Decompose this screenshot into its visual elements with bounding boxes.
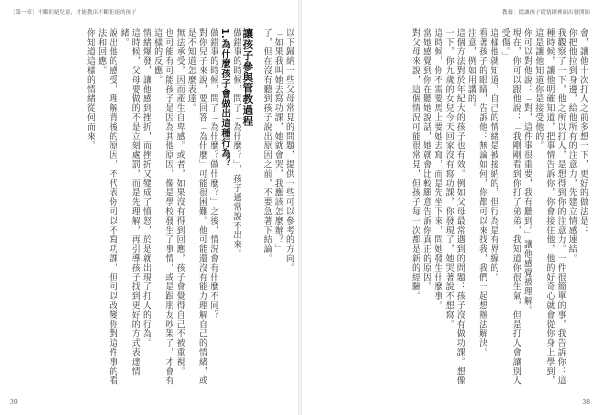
paragraph: 這時候，你不需要馬上要她去寫，而是先坐下來，問她發生什麼事。 xyxy=(432,28,443,310)
left-running-header: 〔第一章〕不斷拒絕兒童，才能教出不斷拒絕的孩子 xyxy=(10,10,137,16)
paragraph: 當她感覺到你在聽她說話，她就會比較願意告訴你真正的原因。 xyxy=(421,28,432,292)
paragraph: 也可能有可能孩子是因為其他原因，像是學校發生了事情，或是跟朋友吵架了，才會有這樣的反應。 xyxy=(152,28,174,386)
right-page-number: 38 xyxy=(582,399,590,406)
section-heading: 讓孩子參與管教過程 xyxy=(241,28,254,127)
paragraph: 你把他拉到身邊，給他所有的注意力，先建立情感連結。 xyxy=(566,28,577,263)
right-running-header: 教養：從讓孩子從情緒裡面出發開始 xyxy=(501,10,590,16)
paragraph: 看著孩子的眼睛，告訴他：無論如何，你都可以來找我，我們一起想辦法解決。 xyxy=(477,28,488,357)
paragraph: 對你兒子來說，要回答「為什麼」可能很困難。他可能還沒有能力理解自己的情緒，或是不知道怎麼表達。 xyxy=(185,28,207,386)
book-gutter xyxy=(298,0,302,415)
paragraph: 無法承受，因而產生自卑感。或者，如果沒有得到回應，孩子會覺得自己不被重視。 xyxy=(174,28,185,376)
paragraph: 對父母來說，這個情況可能很常見，但孩子每一次都是新的經驗。 xyxy=(409,28,420,301)
paragraph: 做錯事的時候，問了「為什麼？做什麼？」之後，情況會有什麼不同？ xyxy=(208,28,219,320)
paragraph: 注意，例如用講的。 xyxy=(465,28,476,113)
paragraph: 以下歸納一些父母常見的問題，提供一些可以參考的方向。 xyxy=(284,28,294,273)
paragraph: 這時候，父母要做的不是立刻處罰，而是先理解，再引導孩子找到更好的方式表達情緒。 xyxy=(118,28,140,376)
sub-heading: 1.為什麼孩子會做出這種行為？ xyxy=(219,28,231,168)
left-page-number: 39 xyxy=(10,399,18,406)
paragraph: 你可以對他說：「對，這件事很重要，我有聽到。」讓他感覺被理解。 xyxy=(521,28,532,315)
spacer xyxy=(253,28,260,388)
paragraph: 現在，你可以跟他說：「我剛剛看到你打了弟弟，我知道你很生氣，但是打人會讓別人受傷。」 xyxy=(499,28,521,386)
paragraph: 情緒爆發，讓他感到挫折，而挫折又變成了憤怒，於是就出現了打人的行為。 xyxy=(140,28,151,348)
paragraph: 這個方法對於年紀大的孩子也有效。例如父母最常遇到的問題：孩子沒有做功課。想像一下，你九歲的女兒今天回家沒有寫功課，你發現了，她哭著說不想寫。 xyxy=(443,28,465,386)
paragraph: 了，但在沒有聽到孩子說出原因之前，不要急著下結論。 xyxy=(261,28,272,263)
paragraph: 這樣他就知道，自己的情緒是被接納的，但行為是有界線的。 xyxy=(488,28,499,282)
paragraph: 做錯事的時候，問了「為什麼？」，孩子通常說不出來。 xyxy=(231,28,242,259)
paragraph: 會，讓他十次打人之前多想一下，更好的做法是： xyxy=(578,28,588,235)
paragraph: 「如果我叫她去寫功課，她就會哭，我應該怎麼辦？」 xyxy=(272,28,283,254)
left-page-body xyxy=(14,28,294,388)
right-page-body xyxy=(306,28,588,388)
paragraph: 說出他的感受，理解背後的原因，不代表你可以不寫功課，但可以改變你對這件事的看法和回應。 xyxy=(96,28,118,386)
paragraph: 我觀察了一下，他之所以打人，是想得到你的注意力。一件很簡單的事，我告訴你：這種時候，讓他明確知道，把事情告訴你，你會接住他，他的好奇心就會從你身上學到，這是讓他知道你是接受他的。 xyxy=(533,28,566,386)
paragraph: 你知道這樣的情緒從何而來。 xyxy=(84,28,95,151)
